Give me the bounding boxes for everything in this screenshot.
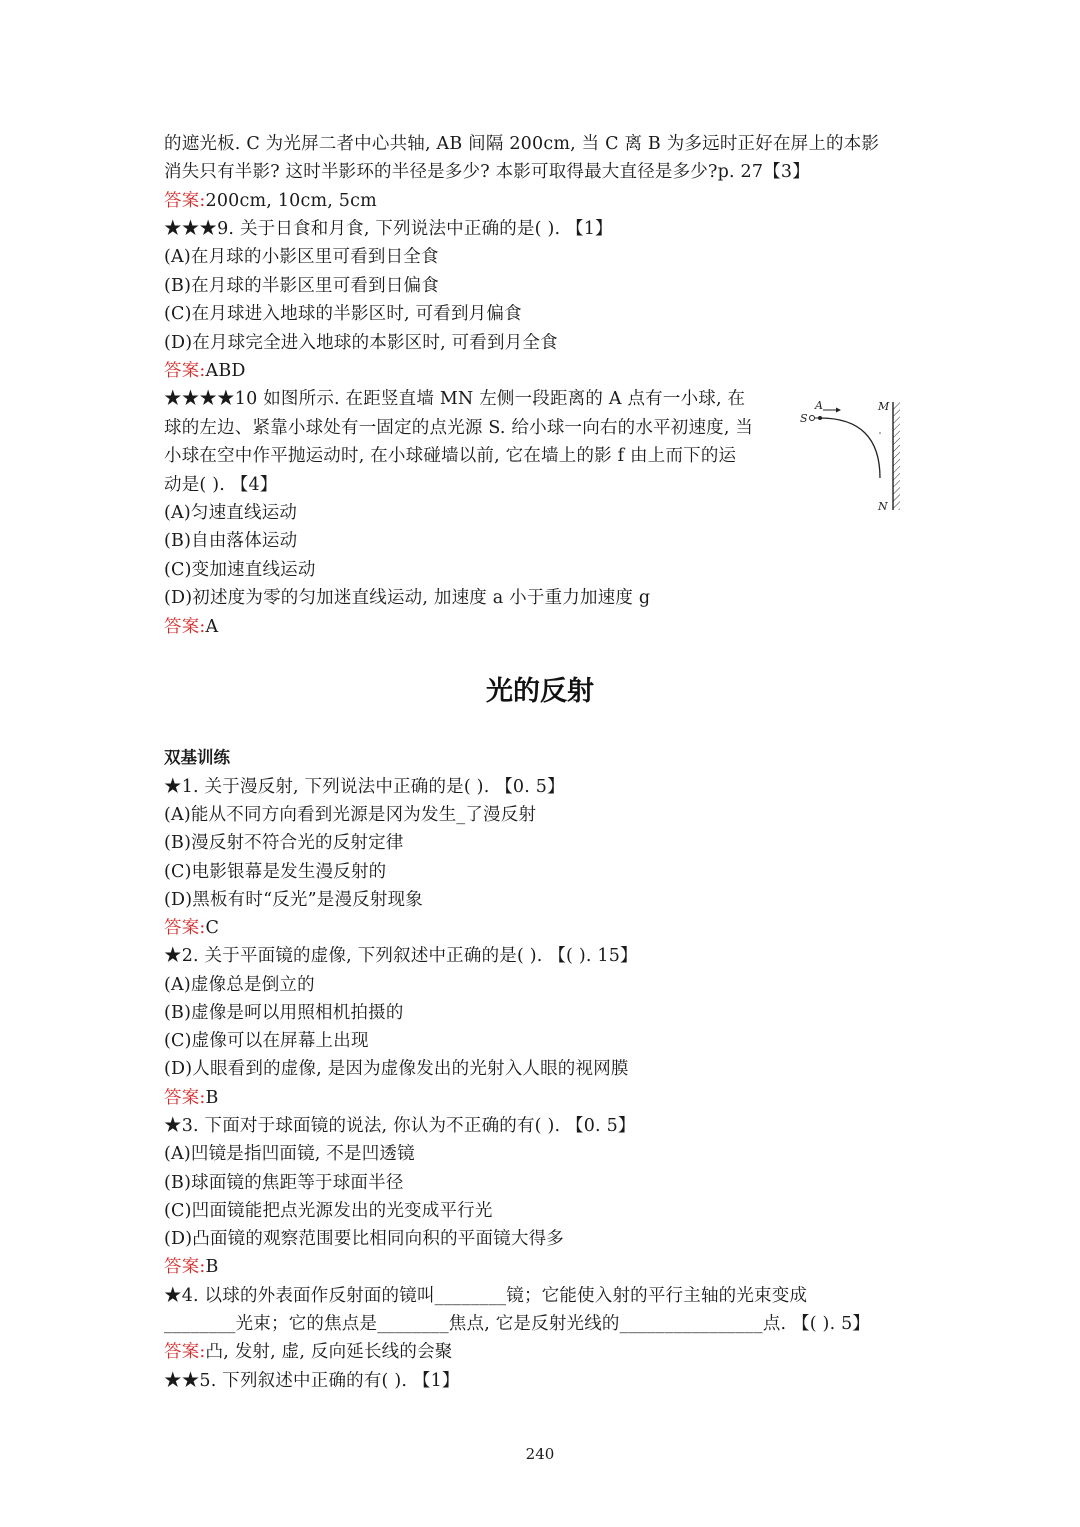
- question-5: ★★5. 下列叙述中正确的有( ). 【1】: [164, 1371, 460, 1391]
- option-a: (A)能从不同方向看到光源是冈为发生_了漫反射: [164, 805, 537, 825]
- question-4: ★4. 以球的外表面作反射面的镜叫________镜；它能使入射的平行主轴的光束变成: [164, 1286, 808, 1306]
- answer-text: ABD: [205, 361, 246, 381]
- answer-label: 答案:: [164, 918, 206, 938]
- option-b: (B)虚像是呵以用照相机拍摄的: [164, 1003, 404, 1023]
- option-b: (B)球面镜的焦距等于球面半径: [164, 1173, 404, 1193]
- option-a: (A)在月球的小影区里可看到日全食: [164, 247, 439, 267]
- question-1: ★1. 关于漫反射, 下列说法中正确的是( ). 【0. 5】: [164, 777, 565, 797]
- option-b: (B)漫反射不符合光的反射定律: [164, 833, 404, 853]
- answer-line: [164, 188, 377, 214]
- subsection-title: 双基训练: [164, 748, 230, 767]
- option-d: (D)人眼看到的虚像, 是因为虚像发出的光射入人眼的视网膜: [164, 1059, 629, 1079]
- question-10: ★★★★10 如图所示. 在距竖直墙 MN 左侧一段距离的 A 点有一小球, 在: [164, 389, 746, 409]
- option-b: (B)自由落体运动: [164, 531, 298, 551]
- option-d: (D)黑板有时“反光”是漫反射现象: [164, 890, 423, 910]
- question-9: ★★★9. 关于日食和月食, 下列说法中正确的是( ). 【1】: [164, 219, 613, 239]
- page-number: 240: [525, 1445, 555, 1463]
- option-d: (D)初述度为零的匀加迷直线运动, 加速度 a 小于重力加速度 g: [164, 588, 651, 608]
- arrowhead: [836, 408, 841, 413]
- answer-text: 200cm, 10cm, 5cm: [205, 191, 377, 211]
- answer-text: C: [205, 918, 220, 938]
- projectile-shadow-figure: [792, 390, 912, 515]
- trajectory-curve: [820, 418, 880, 478]
- option-b: (B)在月球的半影区里可看到日偏食: [164, 276, 439, 296]
- answer-label: 答案:: [164, 617, 206, 637]
- text-line: 球的左边、紧靠小球处有一固定的点光源 S. 给小球一向右的水平初速度, 当: [164, 418, 754, 438]
- option-c: (C)电影银幕是发生漫反射的: [164, 862, 387, 882]
- answer-label: 答案:: [164, 1257, 206, 1277]
- label-n: N: [878, 500, 888, 513]
- label-a: A: [815, 399, 823, 412]
- option-c: (C)凹面镜能把点光源发出的光变成平行光: [164, 1201, 493, 1221]
- text-line: 消失只有半影? 这时半影环的半径是多少? 本影可取得最大直径是多少?p. 27【3】: [164, 162, 810, 182]
- option-c: (C)变加速直线运动: [164, 560, 316, 580]
- option-c: (C)虚像可以在屏幕上出现: [164, 1031, 369, 1051]
- shadow-dot: [879, 432, 881, 434]
- answer-line: [164, 1339, 452, 1365]
- point-source-s: [810, 416, 815, 421]
- answer-label: 答案:: [164, 1342, 206, 1362]
- text-line: ________光束；它的焦点是________焦点, 它是反射光线的________________点. 【( ). 5】: [164, 1314, 871, 1334]
- label-m: M: [878, 400, 890, 413]
- wall-hatching: [893, 402, 900, 510]
- section-title: 光的反射: [486, 676, 594, 707]
- answer-line: [164, 358, 246, 384]
- answer-line: [164, 915, 219, 941]
- text-line: 的遮光板. C 为光屏二者中心共轴, AB 间隔 200cm, 当 C 离 B 为多远时正好在屏上的本影: [164, 134, 880, 154]
- question-2: ★2. 关于平面镜的虚像, 下列叙述中正确的是( ). 【( ). 15】: [164, 946, 638, 966]
- answer-line: [164, 1085, 219, 1111]
- option-d: (D)凸面镜的观察范围要比相同向积的平面镜大得多: [164, 1229, 564, 1249]
- option-c: (C)在月球进入地球的半影区时, 可看到月偏食: [164, 304, 522, 324]
- option-d: (D)在月球完全进入地球的本影区时, 可看到月全食: [164, 333, 558, 353]
- answer-label: 答案:: [164, 1088, 206, 1108]
- answer-label: 答案:: [164, 191, 206, 211]
- question-3: ★3. 下面对于球面镜的说法, 你认为不正确的有( ). 【0. 5】: [164, 1116, 636, 1136]
- answer-text: B: [205, 1088, 219, 1108]
- answer-line: [164, 614, 218, 640]
- answer-text: B: [205, 1257, 219, 1277]
- answer-text: 凸, 发射, 虚, 反向延长线的会聚: [205, 1342, 453, 1362]
- option-a: (A)虚像总是倒立的: [164, 975, 315, 995]
- option-a: (A)凹镜是指凹面镜, 不是凹透镜: [164, 1144, 415, 1164]
- answer-text: A: [205, 617, 219, 637]
- text-line: 动是( ). 【4】: [164, 475, 278, 495]
- option-a: (A)匀速直线运动: [164, 503, 298, 523]
- answer-label: 答案:: [164, 361, 206, 381]
- label-s: S: [800, 412, 808, 425]
- text-line: 小球在空中作平抛运动时, 在小球碰墙以前, 它在墙上的影 f 由上而下的运: [164, 446, 737, 466]
- answer-line: [164, 1254, 219, 1280]
